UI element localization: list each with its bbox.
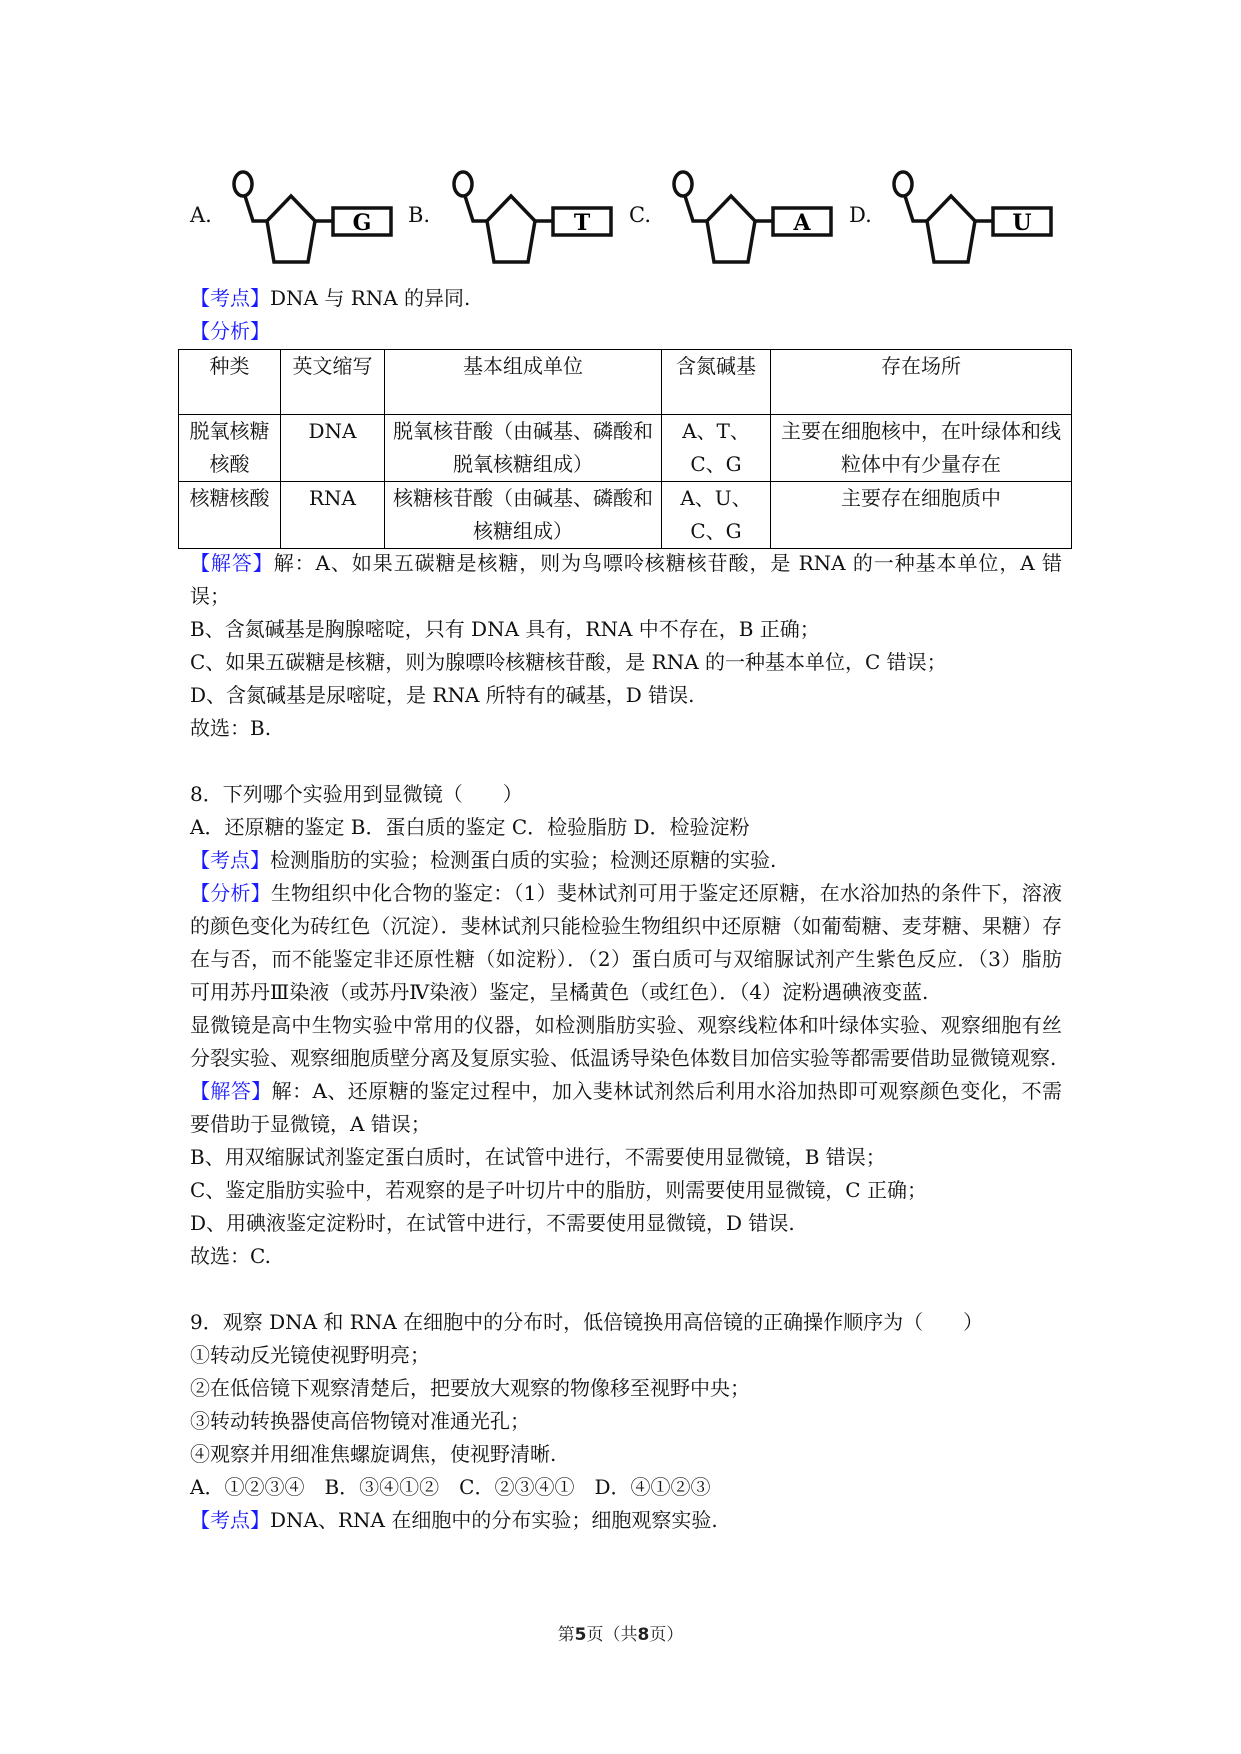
q7-kaodian — [190, 282, 1062, 315]
q9-kaodian — [190, 1504, 1062, 1537]
base-letter: A — [793, 210, 811, 236]
page-total: 8 — [637, 1625, 650, 1645]
fenxi-tag: 【分析】 — [190, 319, 270, 343]
table-cell: 主要存在细胞质中 — [771, 482, 1072, 549]
base-letter: G — [352, 210, 372, 236]
page-number: 5 — [574, 1625, 587, 1645]
table-cell: 核糖核酸 — [179, 482, 281, 549]
q9-step: ①转动反光镜使视野明亮； — [190, 1343, 430, 1367]
answer-line: D、用碘液鉴定淀粉时，在试管中进行，不需要使用显微镜，D 错误. — [190, 1211, 795, 1235]
answer-line: B、含氮碱基是胸腺嘧啶，只有 DNA 具有，RNA 中不存在，B 正确； — [190, 617, 820, 641]
jieda-text: 解：A、如果五碳糖是核糖，则为鸟嘌呤核糖核苷酸，是 RNA 的一种基本单位，A 错误； — [190, 551, 1062, 608]
q8-kaodian — [190, 844, 1062, 877]
nucleotide-diagram-b — [451, 166, 617, 272]
q8-fenxi — [190, 877, 1062, 1009]
page-footer — [0, 1620, 1241, 1645]
q9-step: ②在低倍镜下观察清楚后，把要放大观察的物像移至视野中央； — [190, 1376, 750, 1400]
base-letter: U — [1012, 210, 1032, 236]
kaodian-text: DNA 与 RNA 的异同. — [270, 286, 471, 310]
table-cell: 核糖核苷酸（由碱基、磷酸和核糖组成） — [385, 482, 662, 549]
table-cell: 脱氧核糖核酸 — [179, 415, 281, 482]
q7-jieda — [190, 547, 1062, 613]
answer-choice: 故选：B. — [190, 716, 272, 740]
jieda-text: 解：A、还原糖的鉴定过程中，加入斐林试剂然后利用水浴加热即可观察颜色变化，不需要借助于显微镜，A 错误； — [190, 1079, 1062, 1136]
footer-text: 页） — [649, 1625, 684, 1645]
answer-line: B、用双缩脲试剂鉴定蛋白质时，在试管中进行，不需要使用显微镜，B 错误； — [190, 1145, 886, 1169]
q9-question: 9．观察 DNA 和 RNA 在细胞中的分布时，低倍镜换用高倍镜的正确操作顺序为（ ） — [190, 1310, 984, 1334]
table-cell: RNA — [281, 482, 385, 549]
nucleotide-diagram-a — [231, 166, 397, 272]
footer-text: 页（共 — [586, 1625, 638, 1645]
kaodian-tag: 【考点】 — [190, 848, 270, 872]
kaodian-text: DNA、RNA 在细胞中的分布实验；细胞观察实验. — [270, 1508, 718, 1532]
document-body — [190, 282, 1062, 1537]
table-cell: 主要在细胞核中，在叶绿体和线粒体中有少量存在 — [771, 415, 1072, 482]
q9-choices: A．①②③④ B．③④①② C．②③④① D．④①②③ — [190, 1475, 711, 1499]
fenxi-tag: 【分析】 — [190, 881, 271, 905]
option-b-label: B. — [408, 203, 431, 227]
table-header: 种类 — [179, 350, 281, 415]
q8-jieda — [190, 1075, 1062, 1141]
jieda-tag: 【解答】 — [190, 1079, 272, 1103]
q8-fenxi-2: 显微镜是高中生物实验中常用的仪器，如检测脂肪实验、观察线粒体和叶绿体实验、观察细胞有丝分裂实验、观察细胞质壁分离及复原实验、低温诱导染色体数目加倍实验等都需要借助显微镜观察. — [190, 1013, 1062, 1070]
jieda-tag: 【解答】 — [190, 551, 274, 575]
base-letter: T — [573, 210, 591, 236]
kaodian-tag: 【考点】 — [190, 286, 270, 310]
nucleotide-diagram-d — [891, 166, 1057, 272]
fenxi-text: 生物组织中化合物的鉴定：（1）斐林试剂可用于鉴定还原糖，在水浴加热的条件下，溶液的颜色变化为砖红色（沉淀）．斐林试剂只能检验生物组织中还原糖（如葡萄糖、麦芽糖、果糖）存在与否，而不能鉴定非还原性糖（如淀粉）．（2）蛋白质可与双缩脲试剂产生紫色反应．（3）脂肪可用苏丹Ⅲ染液（或苏丹Ⅳ染液）鉴定，呈橘黄色（或红色）．（4）淀粉遇碘液变蓝. — [190, 881, 1063, 1004]
q9-step: ④观察并用细准焦螺旋调焦，使视野清晰. — [190, 1442, 557, 1466]
option-c-label: C. — [629, 203, 651, 227]
q8-choices: A．还原糖的鉴定 B．蛋白质的鉴定 C．检验脂肪 D．检验淀粉 — [190, 815, 750, 839]
table-cell: A、T、C、G — [662, 415, 771, 482]
answer-choice: 故选：C. — [190, 1244, 271, 1268]
footer-text: 第 — [557, 1625, 575, 1645]
option-a-label: A. — [190, 203, 212, 227]
table-header: 基本组成单位 — [385, 350, 662, 415]
table-cell: DNA — [281, 415, 385, 482]
kaodian-text: 检测脂肪的实验；检测蛋白质的实验；检测还原糖的实验. — [270, 848, 777, 872]
option-d-label: D. — [849, 203, 872, 227]
q7-fenxi — [190, 315, 1062, 348]
table-spacer — [190, 348, 1062, 547]
table-cell: A、U、C、G — [662, 482, 771, 549]
answer-line: C、鉴定脂肪实验中，若观察的是子叶切片中的脂肪，则需要使用显微镜，C 正确； — [190, 1178, 927, 1202]
nucleotide-diagram-c — [671, 166, 837, 272]
table-header: 含氮碱基 — [662, 350, 771, 415]
kaodian-tag: 【考点】 — [190, 1508, 270, 1532]
answer-line: C、如果五碳糖是核糖，则为腺嘌呤核糖核苷酸，是 RNA 的一种基本单位，C 错误； — [190, 650, 947, 674]
table-header: 英文缩写 — [281, 350, 385, 415]
table-header: 存在场所 — [771, 350, 1072, 415]
q9-step: ③转动转换器使高倍物镜对准通光孔； — [190, 1409, 530, 1433]
q8-question: 8．下列哪个实验用到显微镜（ ） — [190, 782, 523, 806]
table-cell: 脱氧核苷酸（由碱基、磷酸和脱氧核糖组成） — [385, 415, 662, 482]
answer-line: D、含氮碱基是尿嘧啶，是 RNA 所特有的碱基，D 错误. — [190, 683, 695, 707]
